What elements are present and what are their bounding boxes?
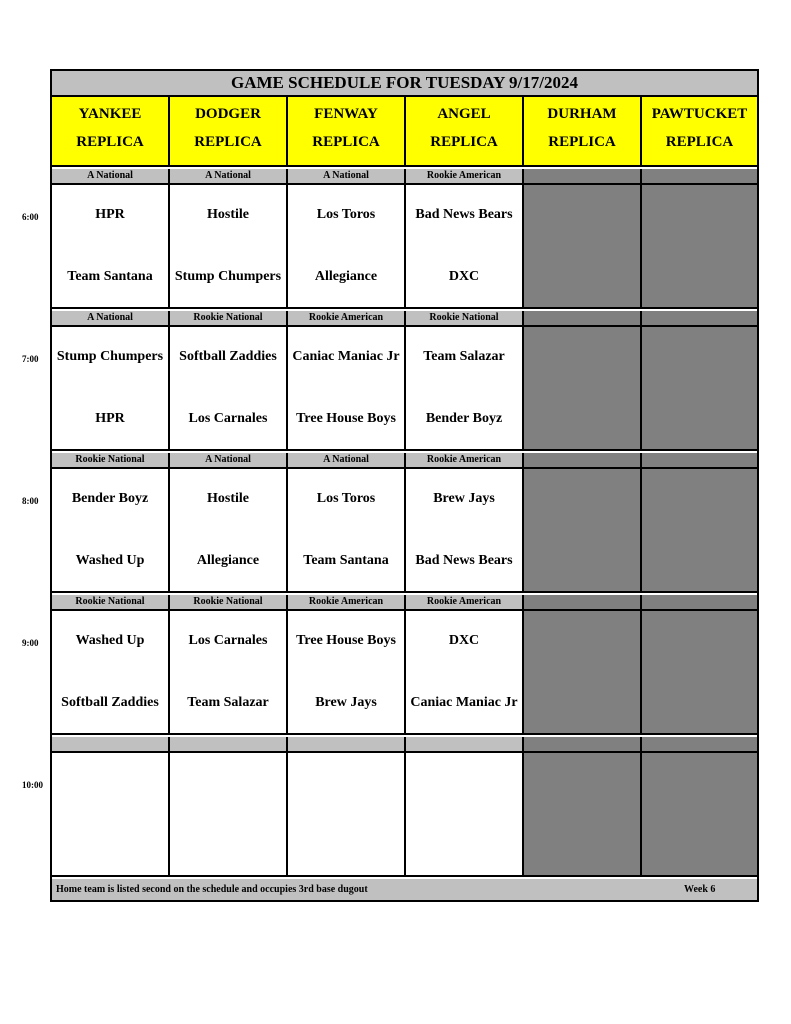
away-team: Hostile xyxy=(207,207,249,222)
field-name: YANKEE xyxy=(78,106,142,122)
field-name: PAWTUCKET xyxy=(651,106,748,122)
game-cell xyxy=(524,611,642,735)
league-label: A National xyxy=(52,169,170,185)
home-team: HPR xyxy=(95,411,125,426)
league-label: Rookie National xyxy=(170,595,288,611)
game-cell xyxy=(642,327,757,451)
league-label: Rookie National xyxy=(52,453,170,469)
home-team: Team Santana xyxy=(303,553,389,568)
field-type: REPLICA xyxy=(76,134,144,150)
field-header xyxy=(170,97,288,167)
schedule-title: GAME SCHEDULE FOR TUESDAY 9/17/2024 xyxy=(52,71,757,97)
league-label: Rookie American xyxy=(288,595,406,611)
home-team: Stump Chumpers xyxy=(174,269,282,284)
home-team: Washed Up xyxy=(75,553,145,568)
field-header xyxy=(406,97,524,167)
league-label: Rookie American xyxy=(288,311,406,327)
league-label: Rookie National xyxy=(170,311,288,327)
field-name: DURHAM xyxy=(547,106,617,122)
field-type: REPLICA xyxy=(548,134,616,150)
game-cell xyxy=(406,753,524,877)
away-team: Stump Chumpers xyxy=(56,349,164,364)
week-label: Week 6 xyxy=(684,884,716,895)
time-label: 9:00 xyxy=(22,638,39,648)
game-cell xyxy=(52,753,170,877)
away-team: Brew Jays xyxy=(433,491,495,506)
league-label xyxy=(406,737,524,753)
away-team: Team Salazar xyxy=(423,349,505,364)
game-cell xyxy=(288,611,406,735)
league-label xyxy=(642,737,757,753)
schedule-footer xyxy=(52,879,757,900)
home-team: Tree House Boys xyxy=(296,411,396,426)
field-header xyxy=(288,97,406,167)
game-cell xyxy=(288,185,406,309)
game-cell xyxy=(524,185,642,309)
away-team: Bender Boyz xyxy=(71,491,149,506)
field-name: DODGER xyxy=(195,106,261,122)
league-label xyxy=(642,169,757,185)
league-label: Rookie National xyxy=(406,311,524,327)
league-label xyxy=(524,453,642,469)
league-label xyxy=(642,311,757,327)
home-team: Caniac Maniac Jr xyxy=(410,695,518,710)
league-label: Rookie American xyxy=(406,595,524,611)
game-cell xyxy=(642,753,757,877)
league-label xyxy=(288,737,406,753)
home-team: Team Santana xyxy=(67,269,153,284)
game-cell xyxy=(524,753,642,877)
league-label xyxy=(524,169,642,185)
game-cell xyxy=(170,185,288,309)
field-type: REPLICA xyxy=(194,134,262,150)
field-header xyxy=(524,97,642,167)
game-cell xyxy=(52,611,170,735)
time-label: 10:00 xyxy=(22,780,43,790)
field-type: REPLICA xyxy=(312,134,380,150)
league-label xyxy=(642,595,757,611)
league-label: A National xyxy=(52,311,170,327)
league-label xyxy=(524,737,642,753)
game-cell xyxy=(642,611,757,735)
league-label: Rookie American xyxy=(406,169,524,185)
game-cell xyxy=(524,327,642,451)
league-label: Rookie National xyxy=(52,595,170,611)
time-label: 6:00 xyxy=(22,212,39,222)
away-team: Washed Up xyxy=(75,633,145,648)
league-label xyxy=(642,453,757,469)
field-name: ANGEL xyxy=(437,106,491,122)
game-cell xyxy=(170,469,288,593)
home-team: DXC xyxy=(448,269,480,284)
away-team: Los Toros xyxy=(316,491,376,506)
home-team: Allegiance xyxy=(314,269,378,284)
schedule-table xyxy=(50,69,759,902)
league-label xyxy=(524,595,642,611)
home-team: Softball Zaddies xyxy=(61,695,159,710)
away-team: Tree House Boys xyxy=(296,633,396,648)
field-header xyxy=(52,97,170,167)
game-cell xyxy=(170,611,288,735)
game-cell xyxy=(288,469,406,593)
field-type: REPLICA xyxy=(665,134,734,150)
league-label xyxy=(524,311,642,327)
league-label: Rookie American xyxy=(406,453,524,469)
league-label: A National xyxy=(288,169,406,185)
home-team: Bender Boyz xyxy=(425,411,503,426)
footer-note: Home team is listed second on the schedule and occupies 3rd base dugout xyxy=(56,884,368,895)
away-team: Hostile xyxy=(207,491,249,506)
game-cell xyxy=(170,327,288,451)
game-cell xyxy=(406,185,524,309)
away-team: Caniac Maniac Jr xyxy=(292,349,400,364)
game-cell xyxy=(52,185,170,309)
game-cell xyxy=(288,327,406,451)
league-label: A National xyxy=(170,169,288,185)
away-team: Los Toros xyxy=(316,207,376,222)
game-cell xyxy=(642,469,757,593)
field-type: REPLICA xyxy=(430,134,498,150)
game-cell xyxy=(288,753,406,877)
game-cell xyxy=(52,469,170,593)
away-team: Los Carnales xyxy=(188,633,268,648)
away-team: Softball Zaddies xyxy=(179,349,277,364)
time-label: 8:00 xyxy=(22,496,39,506)
league-label xyxy=(170,737,288,753)
away-team: Bad News Bears xyxy=(415,207,513,222)
league-label xyxy=(52,737,170,753)
game-cell xyxy=(524,469,642,593)
game-cell xyxy=(52,327,170,451)
league-label: A National xyxy=(288,453,406,469)
home-team: Allegiance xyxy=(196,553,260,568)
home-team: Team Salazar xyxy=(187,695,269,710)
game-cell xyxy=(170,753,288,877)
game-cell xyxy=(642,185,757,309)
home-team: Brew Jays xyxy=(315,695,377,710)
field-name: FENWAY xyxy=(314,106,378,122)
away-team: DXC xyxy=(448,633,480,648)
game-cell xyxy=(406,327,524,451)
game-cell xyxy=(406,469,524,593)
field-header xyxy=(642,97,757,167)
game-cell xyxy=(406,611,524,735)
away-team: HPR xyxy=(95,207,125,222)
home-team: Bad News Bears xyxy=(415,553,513,568)
time-label: 7:00 xyxy=(22,354,39,364)
home-team: Los Carnales xyxy=(188,411,268,426)
league-label: A National xyxy=(170,453,288,469)
